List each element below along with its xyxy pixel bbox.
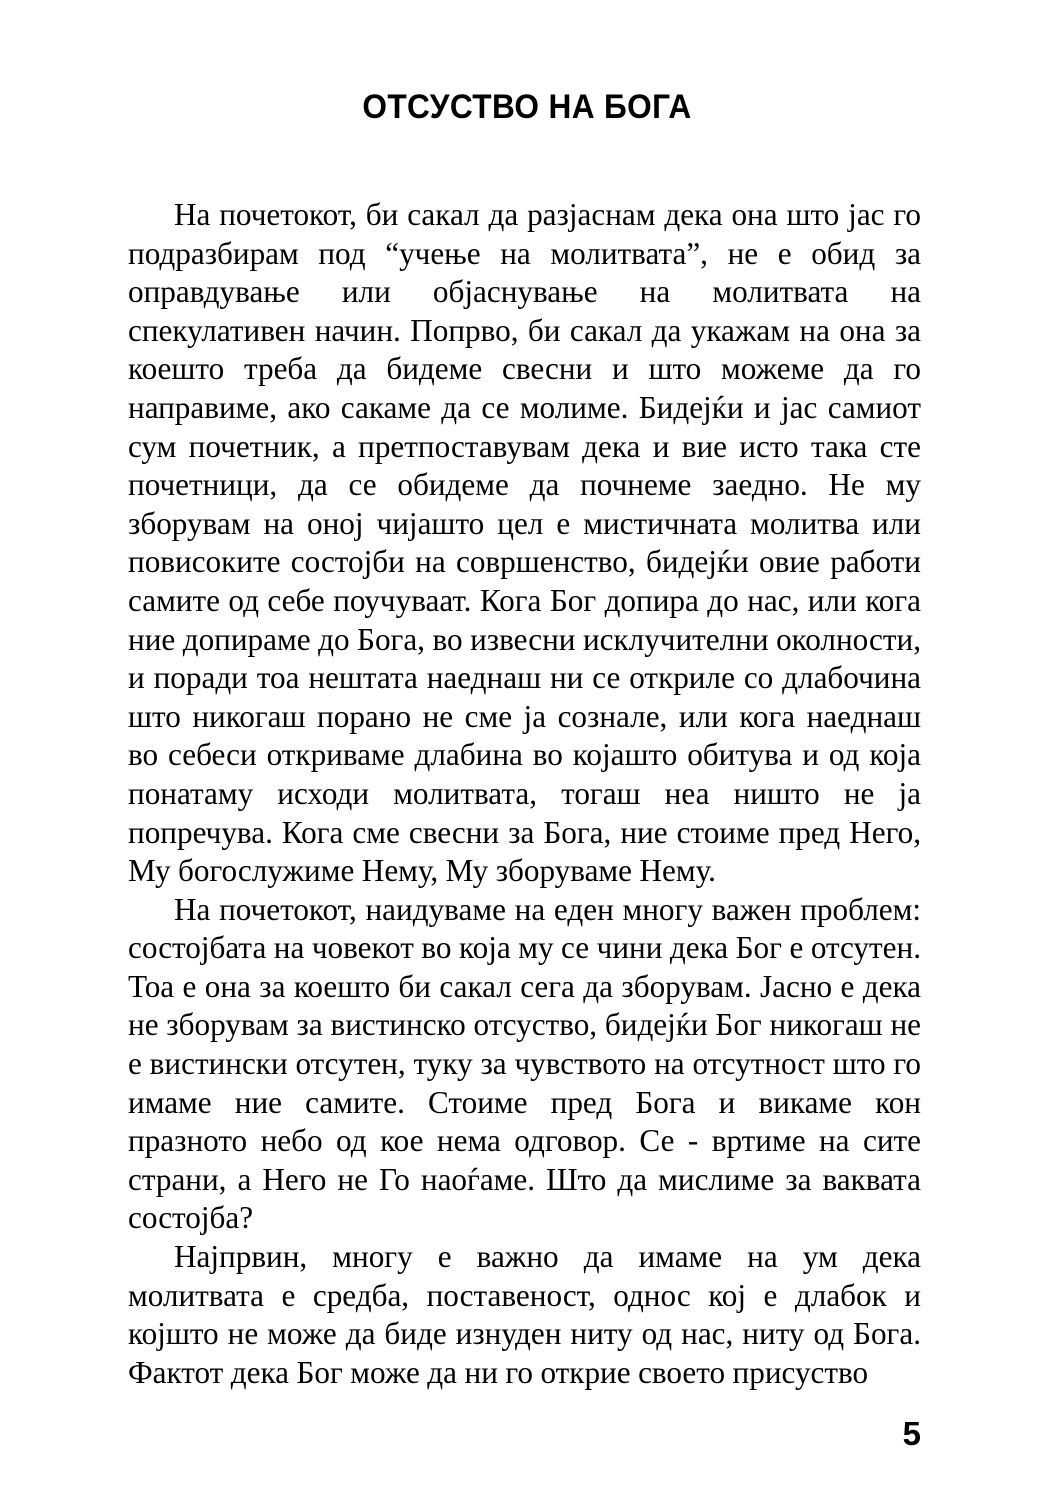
body-paragraph: Најпрвин, многу е важно да имаме на ум дека молитвата е средба, поставеност, однос кој е длабок и којшто не може да биде изнуден ниту од нас, ниту од Бога. Фактот дека Бог може да ни го открие своето присуство <box>128 1239 921 1390</box>
page-number: 5 <box>902 1415 921 1452</box>
body-text-column <box>128 196 921 1392</box>
body-paragraph: На почетокот, наидуваме на еден многу важен проблем: состојбата на човекот во која му се чини дека Бог е отсутен. Тоа е она за коешто би сакал сега да зборувам. Јасно е дека не зборувам за вистинско отсуство, бидејќи Бог никогаш не е вистински отсутен, туку за чувството на отсутност што го имаме ние самите. Стоиме пред Бога и викаме кон празното небо од кое нема одговор. Се - вртиме на сите страни, а Него не Го наоѓаме. Што да мислиме за ваквата состојба? <box>128 891 921 1236</box>
body-paragraph: На почетокот, би сакал да разјаснам дека она што јас го подразбирам под “учење на молитвата”, не е обид за оправдување или објаснување на молитвата на спекулативен начин. Попрво, би сакал да укажам на она за коешто треба да бидеме свесни и што можеме да го направиме, ако сакаме да се молиме. Бидејќи и јас самиот сум почетник, а претпоставувам дека и вие исто така сте почетници, да се обидеме да почнеме заедно. Не му зборувам на оној чијашто цел е мистичната молитва или повисоките состојби на совршенство, бидејќи овие работи самите од себе поучуваат. Кога Бог допира до нас, или кога ние допираме до Бога, во извесни исклучителни околности, и поради тоа нештата наеднаш ни се откриле со длабочина што никогаш порано не сме ја сознале, или кога наеднаш во себеси откриваме длабина во којашто обитува и од која понатаму исходи молитвата, тогаш неа ништо не ја попречува. Кога сме свесни за Бога, ние стоиме пред Него, Му богослужиме Нему, Му зборуваме Нему. <box>128 197 922 889</box>
chapter-title: ОТСУСТВО НА БОГА <box>362 88 692 126</box>
